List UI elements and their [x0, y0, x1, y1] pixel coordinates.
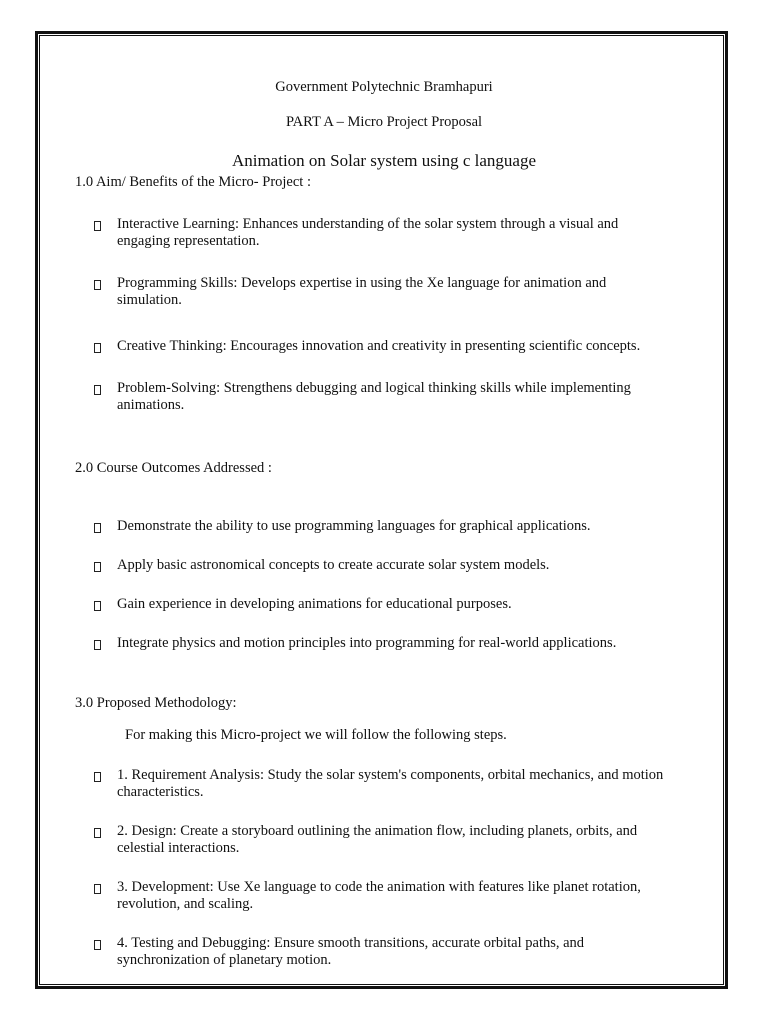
aim-item-1: Interactive Learning: Enhances understanding of the solar system through a visual and engaging representation.	[117, 216, 619, 249]
bullet-square-icon	[94, 884, 101, 894]
section-2-heading: 2.0 Course Outcomes Addressed :	[75, 460, 272, 476]
bullet-square-icon	[94, 562, 101, 572]
methodology-intro: For making this Micro-project we will follow the following steps.	[125, 727, 507, 743]
method-step-1: 1. Requirement Analysis: Study the solar system's components, orbital mechanics, and motion characteristics.	[117, 767, 664, 800]
section-1-heading: 1.0 Aim/ Benefits of the Micro- Project :	[75, 174, 311, 190]
bullet-square-icon	[94, 772, 101, 782]
project-title: Animation on Solar system using c language	[231, 151, 537, 170]
bullet-square-icon	[94, 940, 101, 950]
institution-name: Government Polytechnic Bramhapuri	[275, 79, 493, 95]
method-step-4: 4. Testing and Debugging: Ensure smooth transitions, accurate orbital paths, and synchronization of planetary motion.	[117, 935, 585, 968]
document-part-title: PART A – Micro Project Proposal	[285, 114, 483, 130]
bullet-square-icon	[94, 828, 101, 838]
bullet-square-icon	[94, 601, 101, 611]
outcome-item-2: Apply basic astronomical concepts to create accurate solar system models.	[117, 557, 550, 573]
section-3-heading: 3.0 Proposed Methodology:	[75, 695, 237, 711]
method-step-3: 3. Development: Use Xe language to code the animation with features like planet rotation, revolution, and scaling.	[117, 879, 641, 912]
outcome-item-3: Gain experience in developing animations for educational purposes.	[117, 596, 512, 612]
bullet-square-icon	[94, 385, 101, 395]
bullet-square-icon	[94, 280, 101, 290]
outcome-item-1: Demonstrate the ability to use programming languages for graphical applications.	[117, 518, 591, 534]
bullet-square-icon	[94, 640, 101, 650]
aim-item-3: Creative Thinking: Encourages innovation and creativity in presenting scientific concepts.	[117, 338, 641, 354]
method-step-2: 2. Design: Create a storyboard outlining the animation flow, including planets, orbits, and celestial interactions.	[117, 823, 638, 856]
bullet-square-icon	[94, 523, 101, 533]
outcome-item-4: Integrate physics and motion principles into programming for real-world applications.	[117, 635, 617, 651]
bullet-square-icon	[94, 343, 101, 353]
aim-item-4: Problem-Solving: Strengthens debugging and logical thinking skills while implementing animations.	[117, 380, 631, 413]
bullet-square-icon	[94, 221, 101, 231]
aim-item-2: Programming Skills: Develops expertise in using the Xe language for animation and simulation.	[117, 275, 607, 308]
